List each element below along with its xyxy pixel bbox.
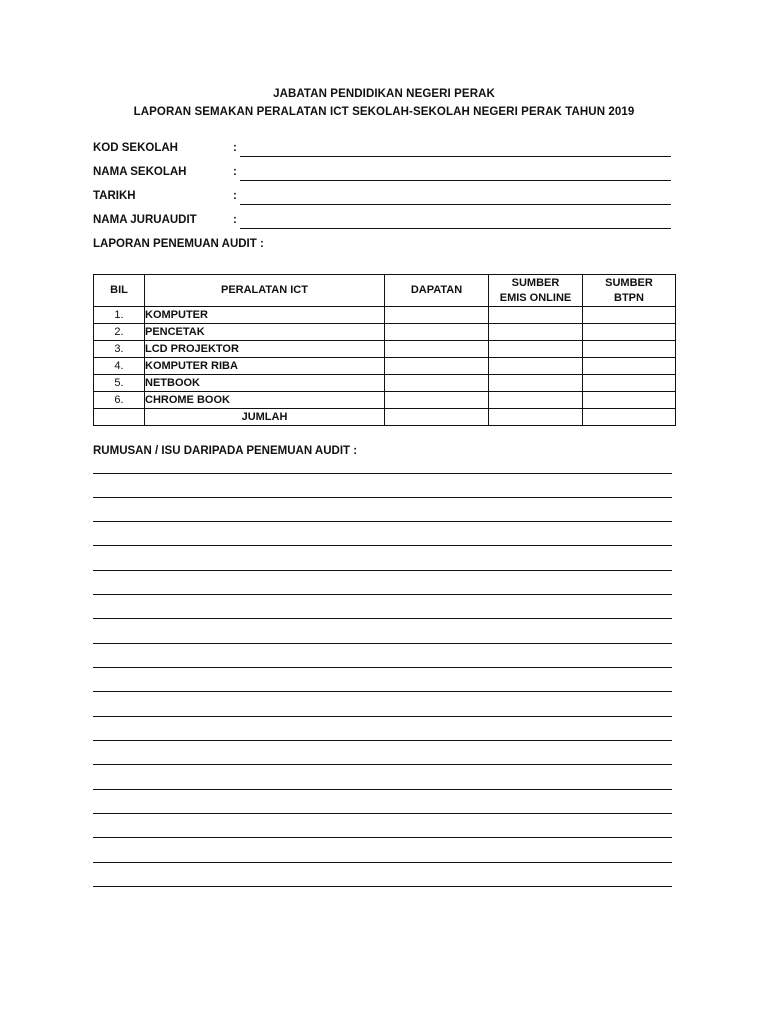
field-label: TARIKH [93, 190, 136, 202]
writing-line[interactable] [93, 862, 672, 863]
writing-line[interactable] [93, 886, 672, 887]
dapatan-cell[interactable] [385, 307, 489, 324]
dapatan-cell[interactable] [385, 375, 489, 392]
field-label: NAMA SEKOLAH [93, 166, 187, 178]
writing-line[interactable] [93, 740, 672, 741]
table-row [94, 392, 676, 409]
equipment-name: CHROME BOOK [145, 392, 385, 409]
total-btpn-cell[interactable] [583, 409, 676, 426]
dapatan-cell[interactable] [385, 324, 489, 341]
writing-line[interactable] [93, 691, 672, 692]
ict-equipment-table [93, 274, 676, 426]
writing-line[interactable] [93, 570, 672, 571]
column-header-sumber-btpn [583, 275, 676, 307]
row-number: 6. [94, 392, 145, 409]
row-number: 3. [94, 341, 145, 358]
writing-line[interactable] [93, 643, 672, 644]
column-header-sumber-emis [489, 275, 583, 307]
total-emis-cell[interactable] [489, 409, 583, 426]
nama-sekolah-blank[interactable] [240, 180, 671, 181]
field-nama-sekolah [93, 166, 673, 184]
field-colon: : [233, 166, 237, 178]
row-number: 2. [94, 324, 145, 341]
table-total-row [94, 409, 676, 426]
header-line: EMIS ONLINE [499, 291, 572, 304]
header-line: BTPN [614, 291, 644, 304]
btpn-cell[interactable] [583, 324, 676, 341]
equipment-name: NETBOOK [145, 375, 385, 392]
emis-cell[interactable] [489, 358, 583, 375]
header-report-title: LAPORAN SEMAKAN PERALATAN ICT SEKOLAH-SEKOLAH NEGERI PERAK TAHUN 2019 [133, 106, 635, 118]
total-bil-cell [94, 409, 145, 426]
writing-line[interactable] [93, 618, 672, 619]
column-header-dapatan: DAPATAN [385, 275, 489, 307]
writing-line[interactable] [93, 521, 672, 522]
emis-cell[interactable] [489, 375, 583, 392]
total-label: JUMLAH [145, 409, 385, 426]
row-number: 1. [94, 307, 145, 324]
equipment-name: KOMPUTER RIBA [145, 358, 385, 375]
row-number: 4. [94, 358, 145, 375]
table-row [94, 324, 676, 341]
nama-juruaudit-blank[interactable] [240, 228, 671, 229]
writing-line[interactable] [93, 473, 672, 474]
table-row [94, 307, 676, 324]
table-row [94, 358, 676, 375]
writing-line[interactable] [93, 789, 672, 790]
dapatan-cell[interactable] [385, 341, 489, 358]
btpn-cell[interactable] [583, 307, 676, 324]
header-line: SUMBER [605, 276, 653, 289]
table-header-row [94, 275, 676, 307]
field-label: NAMA JURUAUDIT [93, 214, 197, 226]
total-dapatan-cell[interactable] [385, 409, 489, 426]
findings-summary-heading: RUMUSAN / ISU DARIPADA PENEMUAN AUDIT : [93, 445, 358, 457]
equipment-name: KOMPUTER [145, 307, 385, 324]
dapatan-cell[interactable] [385, 392, 489, 409]
tarikh-blank[interactable] [240, 204, 671, 205]
writing-line[interactable] [93, 837, 672, 838]
emis-cell[interactable] [489, 307, 583, 324]
btpn-cell[interactable] [583, 375, 676, 392]
field-kod-sekolah [93, 142, 673, 160]
field-nama-juruaudit [93, 214, 673, 232]
btpn-cell[interactable] [583, 392, 676, 409]
field-colon: : [233, 214, 237, 226]
writing-line[interactable] [93, 594, 672, 595]
row-number: 5. [94, 375, 145, 392]
field-tarikh [93, 190, 673, 208]
writing-line[interactable] [93, 497, 672, 498]
equipment-name: PENCETAK [145, 324, 385, 341]
column-header-bil: BIL [94, 275, 145, 307]
audit-findings-heading: LAPORAN PENEMUAN AUDIT : [93, 238, 264, 250]
header-line: SUMBER [511, 276, 560, 289]
dapatan-cell[interactable] [385, 358, 489, 375]
emis-cell[interactable] [489, 341, 583, 358]
kod-sekolah-blank[interactable] [240, 156, 671, 157]
btpn-cell[interactable] [583, 358, 676, 375]
emis-cell[interactable] [489, 324, 583, 341]
table-row [94, 375, 676, 392]
writing-line[interactable] [93, 716, 672, 717]
header-department: JABATAN PENDIDIKAN NEGERI PERAK [273, 88, 495, 100]
column-header-peralatan-ict: PERALATAN ICT [145, 275, 385, 307]
equipment-name: LCD PROJEKTOR [145, 341, 385, 358]
field-label: KOD SEKOLAH [93, 142, 178, 154]
writing-line[interactable] [93, 813, 672, 814]
field-colon: : [233, 190, 237, 202]
field-colon: : [233, 142, 237, 154]
writing-line[interactable] [93, 667, 672, 668]
writing-line[interactable] [93, 764, 672, 765]
emis-cell[interactable] [489, 392, 583, 409]
table-row [94, 341, 676, 358]
writing-line[interactable] [93, 545, 672, 546]
btpn-cell[interactable] [583, 341, 676, 358]
